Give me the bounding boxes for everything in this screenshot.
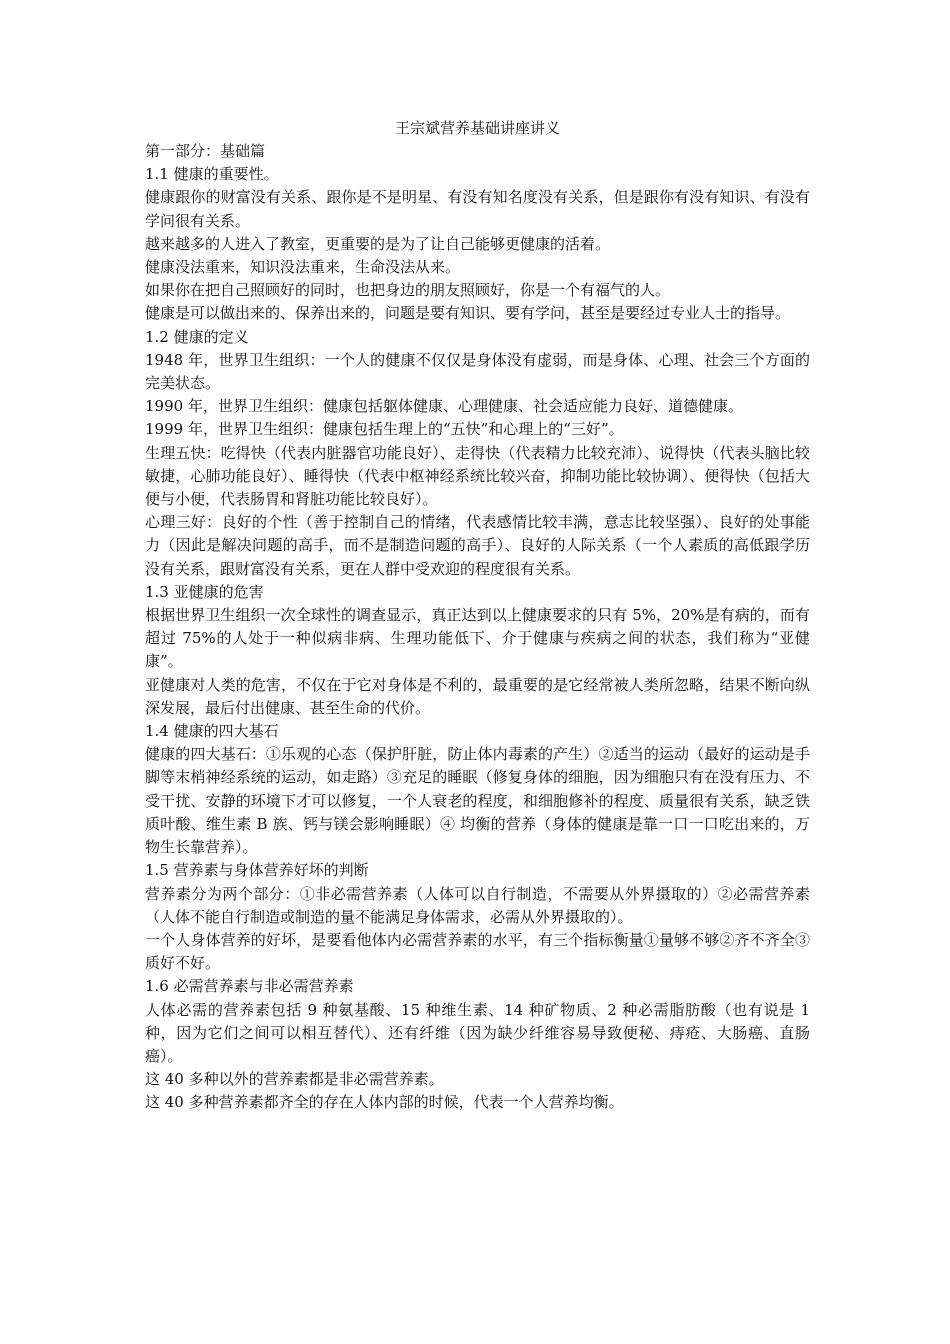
section-heading: 1.1 健康的重要性。	[145, 165, 279, 184]
section-heading: 1.6 必需营养素与非必需营养素	[145, 977, 354, 996]
paragraph: 心理三好：良好的个性（善于控制自己的情绪，代表感情比较丰满，意志比较坚强）、良好的处事能力（因此是解决问题的高手，而不是制造问题的高手）、良好的人际关系（一个人素质的高低跟学历没有关系，跟财富没有关系，更在人群中受欢迎的程度很有关系。	[145, 513, 810, 578]
paragraph: 生理五快：吃得快（代表内脏器官功能良好）、走得快（代表精力比较充沛）、说得快（代表头脑比较敏捷，心肺功能良好）、睡得快（代表中枢神经系统比较兴奋，抑制功能比较协调）、便得快（包括大便与小便，代表肠胃和肾脏功能比较良好）。	[145, 443, 810, 509]
paragraph: 健康没法重来，知识没法重来，生命没法从来。	[145, 258, 461, 277]
paragraph: 亚健康对人类的危害，不仅在于它对身体是不利的，最重要的是它经常被人类所忽略，结果不断向纵深发展，最后付出健康、甚至生命的代价。	[145, 675, 810, 717]
paragraph: 营养素分为两个部分：①非必需营养素（人体可以自行制造，不需要从外界摄取的）②必需营养素（人体不能自行制造或制造的量不能满足身体需求，必需从外界摄取的）。	[145, 884, 810, 926]
paragraph: 健康跟你的财富没有关系、跟你是不是明星、有没有知名度没有关系，但是跟你有没有知识、有没有学问很有关系。	[145, 188, 810, 230]
section-heading: 1.3 亚健康的危害	[145, 582, 264, 601]
paragraph: 人体必需的营养素包括 9 种氨基酸、15 种维生素、14 种矿物质、2 种必需脂肪酸（也有说是 1 种，因为它们之间可以相互替代）、还有纤维（因为缺少纤维容易导致便秘、痔疮、大肠癌、直肠癌）。	[145, 1000, 810, 1065]
paragraph: 一个人身体营养的好坏，是要看他体内必需营养素的水平，有三个指标衡量①量够不够②齐不齐全③质好不好。	[145, 930, 810, 973]
paragraph: 这 40 多种营养素都齐全的存在人体内部的时候，代表一个人营养均衡。	[145, 1093, 624, 1112]
paragraph: 根据世界卫生组织一次全球性的调查显示，真正达到以上健康要求的只有 5%，20%是有病的，而有超过 75%的人处于一种似病非病、生理功能低下、介于健康与疾病之间的状态，我们称为“亚健康”。	[145, 606, 810, 671]
section-heading: 1.4 健康的四大基石	[145, 722, 279, 741]
paragraph: 1999 年，世界卫生组织：健康包括生理上的“五快”和心理上的“三好”。	[145, 420, 624, 439]
paragraph: 1990 年，世界卫生组织：健康包括躯体健康、心理健康、社会适应能力良好、道德健康。	[145, 397, 743, 416]
paragraph: 健康的四大基石：①乐观的心态（保护肝脏，防止体内毒素的产生）②适当的运动（最好的运动是手脚等末梢神经系统的运动，如走路）③充足的睡眠（修复身体的细胞，因为细胞只有在没有压力、不受干扰、安静的环境下才可以修复，一个人衰老的程度，和细胞修补的程度、质量很有关系，缺乏铁质叶酸、维生素 B 族、钙与镁会影响睡眠）④ 均衡的营养（身体的健康是靠一口一口吃出来的，万物生长靠营养）。	[145, 745, 810, 857]
section-heading: 1.2 健康的定义	[145, 327, 249, 346]
paragraph: 如果你在把自己照顾好的同时，也把身边的朋友照顾好，你是一个有福气的人。	[145, 281, 671, 300]
paragraph: 1948 年，世界卫生组织：一个人的健康不仅仅是身体没有虚弱，而是身体、心理、社会三个方面的完美状态。	[145, 350, 810, 393]
section-heading: 1.5 营养素与身体营养好坏的判断	[145, 861, 369, 880]
document-page	[145, 117, 810, 1115]
document-body	[145, 140, 810, 1115]
paragraph: 这 40 多种以外的营养素都是非必需营养素。	[145, 1070, 444, 1089]
section-heading: 第一部分：基础篇	[145, 142, 266, 160]
paragraph: 健康是可以做出来的、保养出来的，问题是要有知识、要有学问，甚至是要经过专业人士的指导。	[145, 304, 791, 323]
paragraph: 越来越多的人进入了教室，更重要的是为了让自己能够更健康的活着。	[145, 234, 611, 253]
document-title: 王宗斌营养基础讲座讲义	[394, 119, 560, 137]
